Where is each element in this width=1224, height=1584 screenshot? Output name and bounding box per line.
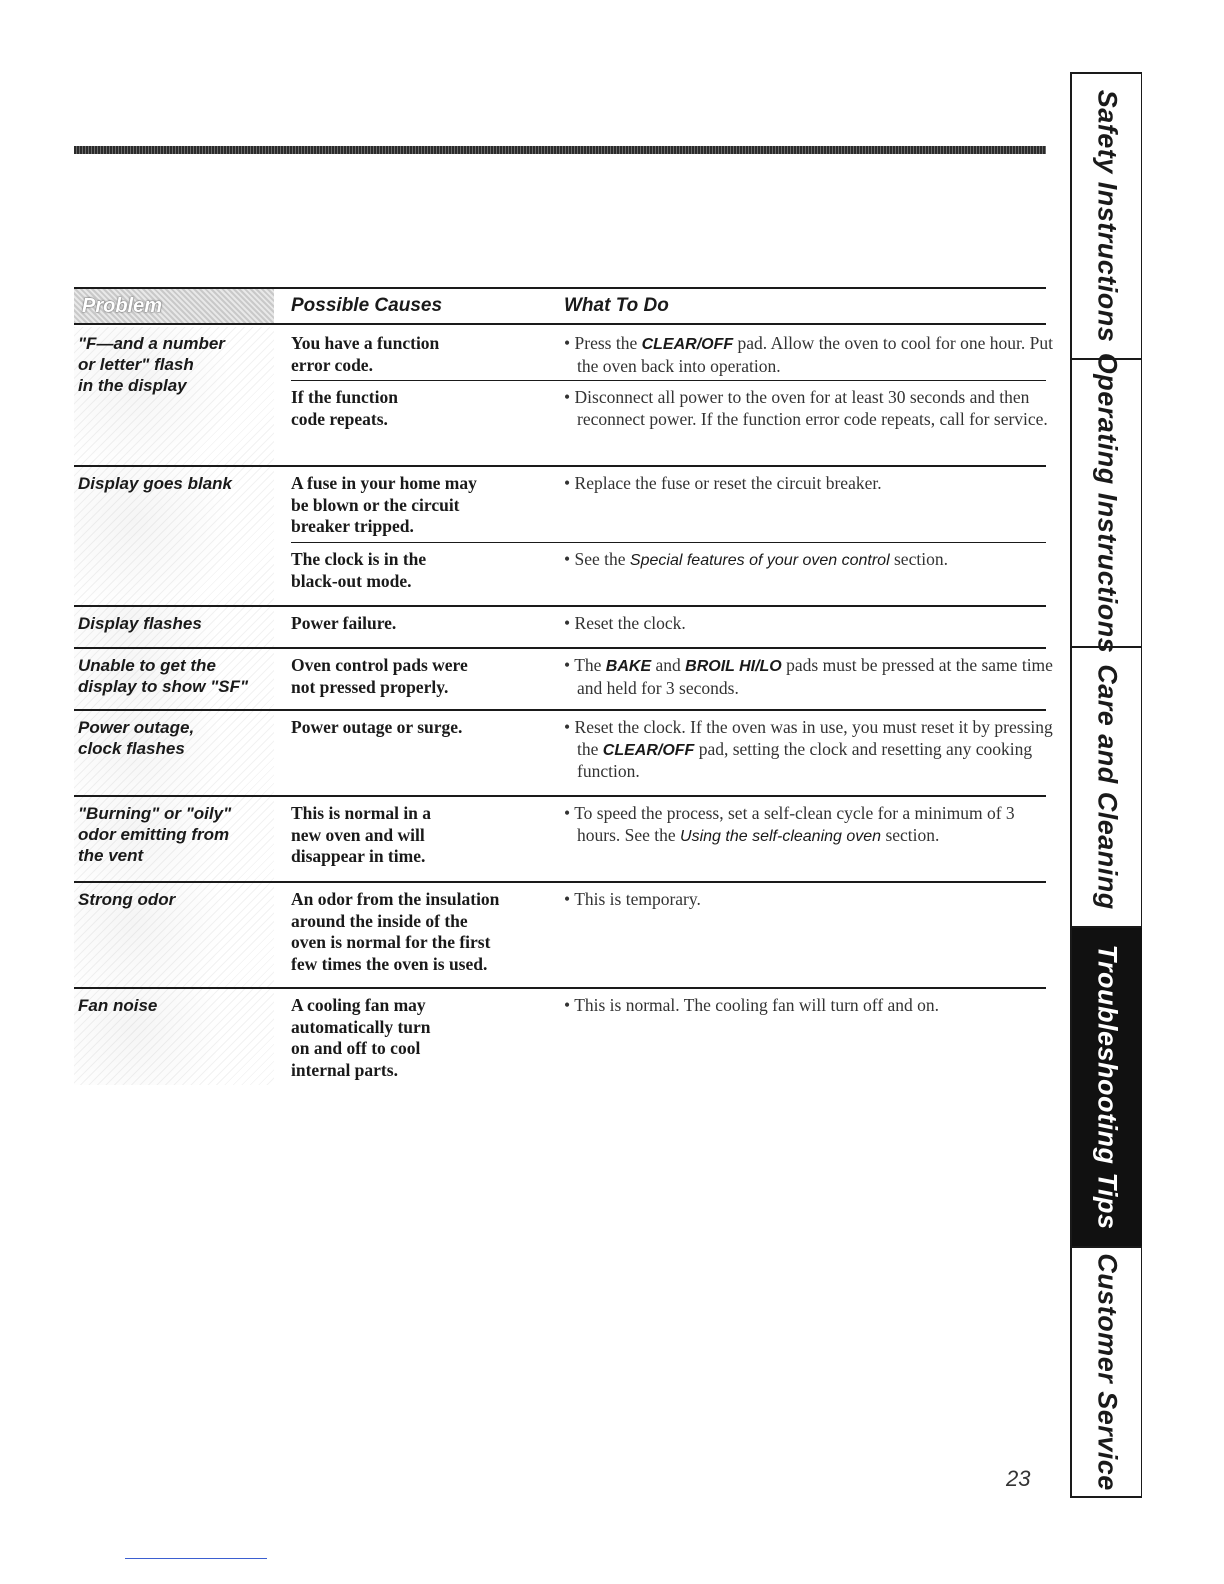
tab-operating-instructions[interactable] (1072, 352, 1142, 654)
problem-label: Display flashes (78, 614, 202, 633)
todo-text: • Replace the fuse or reset the circuit breaker. (564, 473, 882, 493)
cause-text: Oven control pads were not pressed properly. (291, 655, 468, 697)
section-function-error (74, 327, 1053, 467)
cause-text: A cooling fan may automatically turn on and off to cool internal parts. (291, 995, 431, 1080)
todo-text: • Reset the clock. If the oven was in use, you must reset it by pressing the CLEAR/OFF pad, setting the clock and resetting any cooking function. (564, 717, 1053, 781)
tab-safety-instructions[interactable] (1072, 74, 1142, 358)
section-sf-display (74, 649, 1053, 711)
section-burning-odor (74, 797, 1046, 883)
section-reference: Special features of your oven control (629, 552, 890, 569)
problem-cell (74, 883, 274, 987)
cause-row (291, 327, 1053, 380)
todo-text: • To speed the process, set a self-clean cycle for a minimum of 3 hours. See the Using the self-cleaning oven section. (564, 803, 1015, 845)
problem-cell (74, 797, 274, 881)
cause-text: If the function code repeats. (291, 387, 398, 429)
section-fan-noise (74, 989, 1046, 1085)
top-rule (74, 146, 1046, 154)
cause-row (291, 989, 1046, 1085)
cause-row (291, 380, 1046, 466)
todo-text: • Reset the clock. (564, 613, 686, 633)
problem-cell (74, 327, 274, 465)
problem-label: "F—and a number or letter" flash in the display (78, 334, 225, 395)
problem-label: Fan noise (78, 996, 158, 1015)
todo-text: • The BAKE and BROIL HI/LO pads must be pressed at the same time and held for 3 seconds. (564, 655, 1053, 698)
cause-row (291, 883, 1046, 987)
todo-text: • This is normal. The cooling fan will turn off and on. (564, 995, 940, 1015)
cause-row (291, 797, 1046, 881)
problem-label: Display goes blank (78, 474, 232, 493)
cause-row (291, 649, 1053, 709)
table-header (74, 287, 1046, 325)
problem-cell (74, 649, 274, 709)
cause-row (291, 542, 1046, 606)
header-problem: Problem (82, 295, 163, 317)
todo-text: • Disconnect all power to the oven for at least 30 seconds and then reconnect power. If the function error code repeats, call for service. (564, 387, 1048, 429)
todo-text: • This is temporary. (564, 889, 701, 909)
pad-name: CLEAR/OFF (641, 336, 734, 353)
header-what-to-do: What To Do (564, 295, 669, 316)
cause-text: Power outage or surge. (291, 717, 463, 737)
cause-text: The clock is in the black-out mode. (291, 549, 427, 591)
problem-cell (74, 467, 274, 605)
section-display-blank (74, 467, 1046, 607)
pad-name: CLEAR/OFF (602, 741, 695, 759)
section-tabs (1070, 72, 1142, 1498)
tab-troubleshooting-tips[interactable] (1072, 926, 1142, 1246)
section-display-flashes (74, 607, 1046, 649)
tab-care-and-cleaning[interactable] (1072, 646, 1142, 926)
tab-customer-service[interactable] (1072, 1246, 1142, 1496)
cause-row (291, 711, 1053, 795)
tab-label: Troubleshooting Tips (1092, 944, 1123, 1230)
problem-label: Unable to get the display to show "SF" (78, 656, 249, 696)
problem-cell (74, 989, 274, 1085)
page-number: 23 (1006, 1466, 1031, 1491)
section-strong-odor (74, 883, 1046, 989)
tab-label: Safety Instructions (1092, 89, 1123, 343)
pad-name: BAKE (605, 658, 652, 675)
cause-row (291, 467, 1046, 542)
tab-label: Customer Service (1092, 1253, 1123, 1491)
problem-label: Power outage, clock flashes (78, 718, 195, 758)
problem-cell (74, 711, 274, 795)
cause-text: You have a function error code. (291, 333, 440, 375)
footer-rule (125, 1558, 267, 1559)
section-power-outage (74, 711, 1053, 797)
header-problem-box (74, 289, 274, 323)
section-reference: Using the self-cleaning oven (680, 827, 882, 845)
cause-text: Power failure. (291, 613, 397, 633)
tab-label: Operating Instructions (1092, 352, 1123, 654)
cause-text: An odor from the insulation around the inside of the oven is normal for the first few times the oven is used. (291, 889, 500, 974)
cause-text: A fuse in your home may be blown or the circuit breaker tripped. (291, 473, 477, 536)
problem-cell (74, 607, 274, 647)
todo-text: • Press the CLEAR/OFF pad. Allow the oven to cool for one hour. Put the oven back into operation. (564, 333, 1053, 376)
tab-label: Care and Cleaning (1092, 664, 1123, 910)
header-possible-causes: Possible Causes (291, 295, 443, 316)
problem-label: "Burning" or "oily" odor emitting from the vent (78, 804, 232, 865)
pad-name: BROIL HI/LO (685, 658, 782, 675)
cause-text: This is normal in a new oven and will disappear in time. (291, 803, 432, 866)
cause-row (291, 607, 1046, 647)
todo-text: • See the Special features of your oven control section. (564, 549, 948, 569)
problem-label: Strong odor (78, 890, 176, 909)
